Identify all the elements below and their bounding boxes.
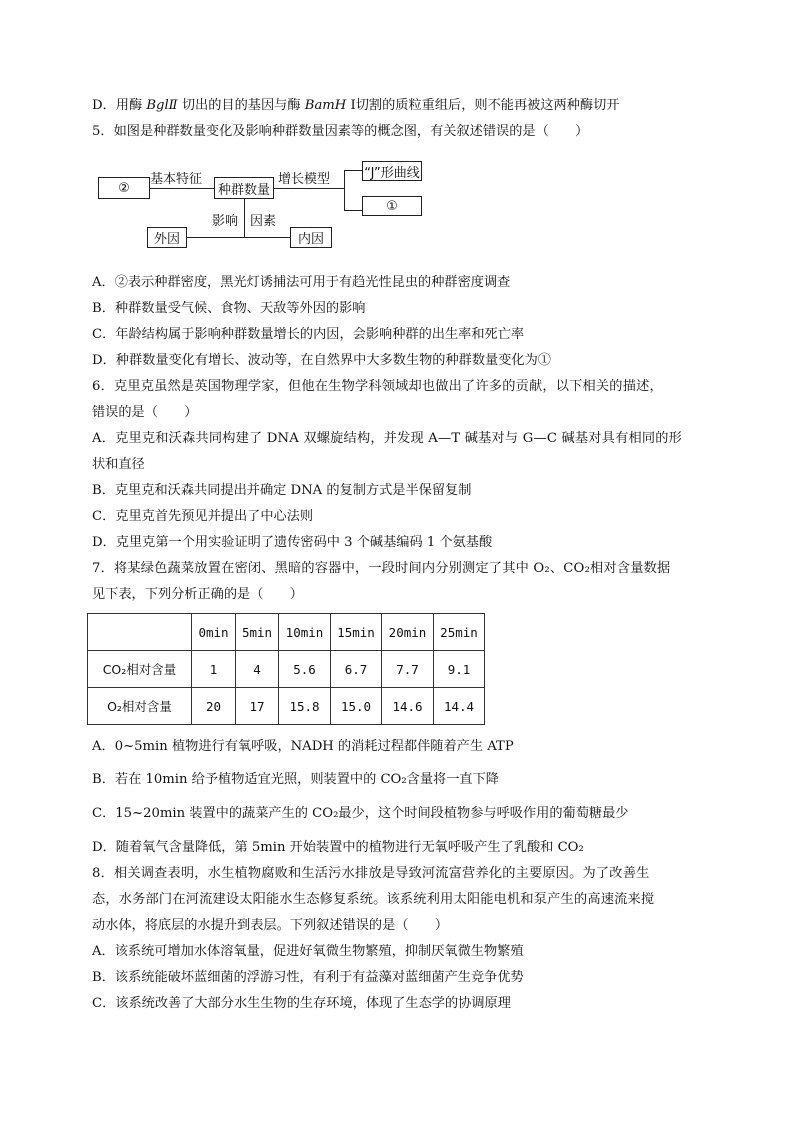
table-row	[88, 651, 485, 688]
question-5-option-b: B．种群数量受气候、食物、天敌等外因的影响	[92, 301, 366, 316]
table-cell: 9.1	[434, 651, 485, 688]
question-8-option-c: C．该系统改善了大部分水生生物的生存环境，体现了生态学的协调原理	[92, 996, 511, 1011]
connector	[274, 188, 344, 189]
table-row	[88, 688, 485, 725]
enzyme-bgl: BglⅡ	[146, 98, 178, 113]
question-5-option-a: A．②表示种群密度，黑光灯诱捕法可用于有趋光性昆虫的种群密度调查	[92, 275, 511, 290]
table-row-label: CO₂相对含量	[88, 651, 192, 688]
table-cell: 14.6	[382, 688, 434, 725]
question-7-stem-line-1: 7．将某绿色蔬菜放置在密闭、黑暗的容器中，一段时间内分别测定了其中 O₂、CO₂相对含量数据	[92, 561, 671, 576]
question-8-stem-line-2: 态，水务部门在河流建设太阳能水生态修复系统。该系统利用太阳能电机和泵产生的高速流来搅	[92, 892, 655, 907]
label-influence: 影响	[212, 214, 239, 229]
connector	[150, 188, 214, 189]
connector	[344, 170, 345, 210]
box-external-factor: 外因	[147, 227, 187, 248]
table-cell: 7.7	[382, 651, 434, 688]
table-header-cell: 20min	[382, 614, 434, 651]
question-7-option-b: B．若在 10min 给予植物适宜光照，则装置中的 CO₂含量将一直下降	[92, 772, 499, 787]
box-1: ①	[362, 196, 422, 216]
question-7-stem-line-2: 见下表，下列分析正确的是（ ）	[92, 587, 303, 602]
table-cell: 15.8	[279, 688, 331, 725]
gas-content-table	[87, 613, 485, 725]
table-cell: 15.0	[331, 688, 382, 725]
question-7-option-a: A．0~5min 植物进行有氧呼吸，NADH 的消耗过程都伴随着产生 ATP	[92, 739, 514, 754]
table-row-label: O₂相对含量	[88, 688, 192, 725]
box-internal-factor: 内因	[290, 227, 332, 248]
question-8-option-a: A．该系统可增加水体溶氧量，促进好氧微生物繁殖，抑制厌氧微生物繁殖	[92, 944, 524, 959]
enzyme-bamh: BamH	[304, 98, 347, 113]
question-6-option-a-line-1: A．克里克和沃森共同构建了 DNA 双螺旋结构，并发现 A—T 碱基对与 G—C 碱基对具有相同的形	[92, 431, 683, 446]
label-factor: 因素	[250, 214, 277, 229]
question-6-option-d: D．克里克第一个用实验证明了遗传密码中 3 个碱基编码 1 个氨基酸	[92, 535, 493, 550]
table-header-cell: 25min	[434, 614, 485, 651]
table-header-cell: 0min	[192, 614, 236, 651]
text: D．用酶	[92, 98, 147, 113]
question-6-option-a-line-2: 状和直径	[92, 457, 145, 472]
table-cell: 20	[192, 688, 236, 725]
text: 切出的目的基因与酶	[181, 98, 305, 113]
box-2: ②	[98, 177, 150, 199]
table-cell: 1	[192, 651, 236, 688]
question-6-option-b: B．克里克和沃森共同提出并确定 DNA 的复制方式是半保留复制	[92, 483, 472, 498]
label-growth-model: 增长模型	[278, 172, 331, 187]
question-8-stem-line-3: 动水体，将底层的水提升到表层。下列叙述错误的是（ ）	[92, 918, 449, 933]
connector	[344, 210, 362, 211]
connector	[244, 199, 245, 237]
question-5-option-d: D．种群数量变化有增长、波动等，在自然界中大多数生物的种群数量变化为①	[92, 353, 551, 368]
table-header-cell: 5min	[236, 614, 279, 651]
question-7-option-d: D．随着氧气含量降低，第 5min 开始装置中的植物进行无氧呼吸产生了乳酸和 CO₂	[92, 840, 584, 855]
question-5-option-c: C．年龄结构属于影响种群数量增长的内因，会影响种群的出生率和死亡率	[92, 327, 525, 342]
table-header-cell: 15min	[331, 614, 382, 651]
box-population-size: 种群数量	[214, 177, 274, 199]
table-cell: 5.6	[279, 651, 331, 688]
question-5-stem: 5．如图是种群数量变化及影响种群数量因素等的概念图，有关叙述错误的是（ ）	[92, 124, 589, 139]
label-basic-feature: 基本特征	[150, 172, 203, 187]
question-4-option-d	[92, 96, 619, 116]
question-6-option-c: C．克里克首先预见并提出了中心法则	[92, 509, 314, 524]
table-cell: 14.4	[434, 688, 485, 725]
text: Ⅰ切割的质粒重组后，则不能再被这两种酶切开	[350, 98, 620, 113]
table-header-cell: 10min	[279, 614, 331, 651]
table-header-cell	[88, 614, 192, 651]
connector	[187, 237, 290, 238]
table-cell: 4	[236, 651, 279, 688]
question-7-option-c: C．15~20min 装置中的蔬菜产生的 CO₂最少，这个时间段植物参与呼吸作用的葡萄糖最少	[92, 806, 629, 821]
connector	[344, 170, 362, 171]
box-j-curve: “J”形曲线	[362, 161, 422, 181]
question-6-stem-line-2: 错误的是（ ）	[92, 405, 198, 420]
population-concept-map	[92, 158, 432, 258]
table-cell: 6.7	[331, 651, 382, 688]
table-cell: 17	[236, 688, 279, 725]
table-header-row	[88, 614, 485, 651]
question-6-stem-line-1: 6．克里克虽然是英国物理学家，但他在生物学科领域却也做出了许多的贡献，以下相关的描述，	[92, 379, 663, 394]
question-8-stem-line-1: 8．相关调查表明，水生植物腐败和生活污水排放是导致河流富营养化的主要原因。为了改善生	[92, 866, 650, 881]
question-8-option-b: B．该系统能破坏蓝细菌的浮游习性，有利于有益藻对蓝细菌产生竞争优势	[92, 970, 524, 985]
